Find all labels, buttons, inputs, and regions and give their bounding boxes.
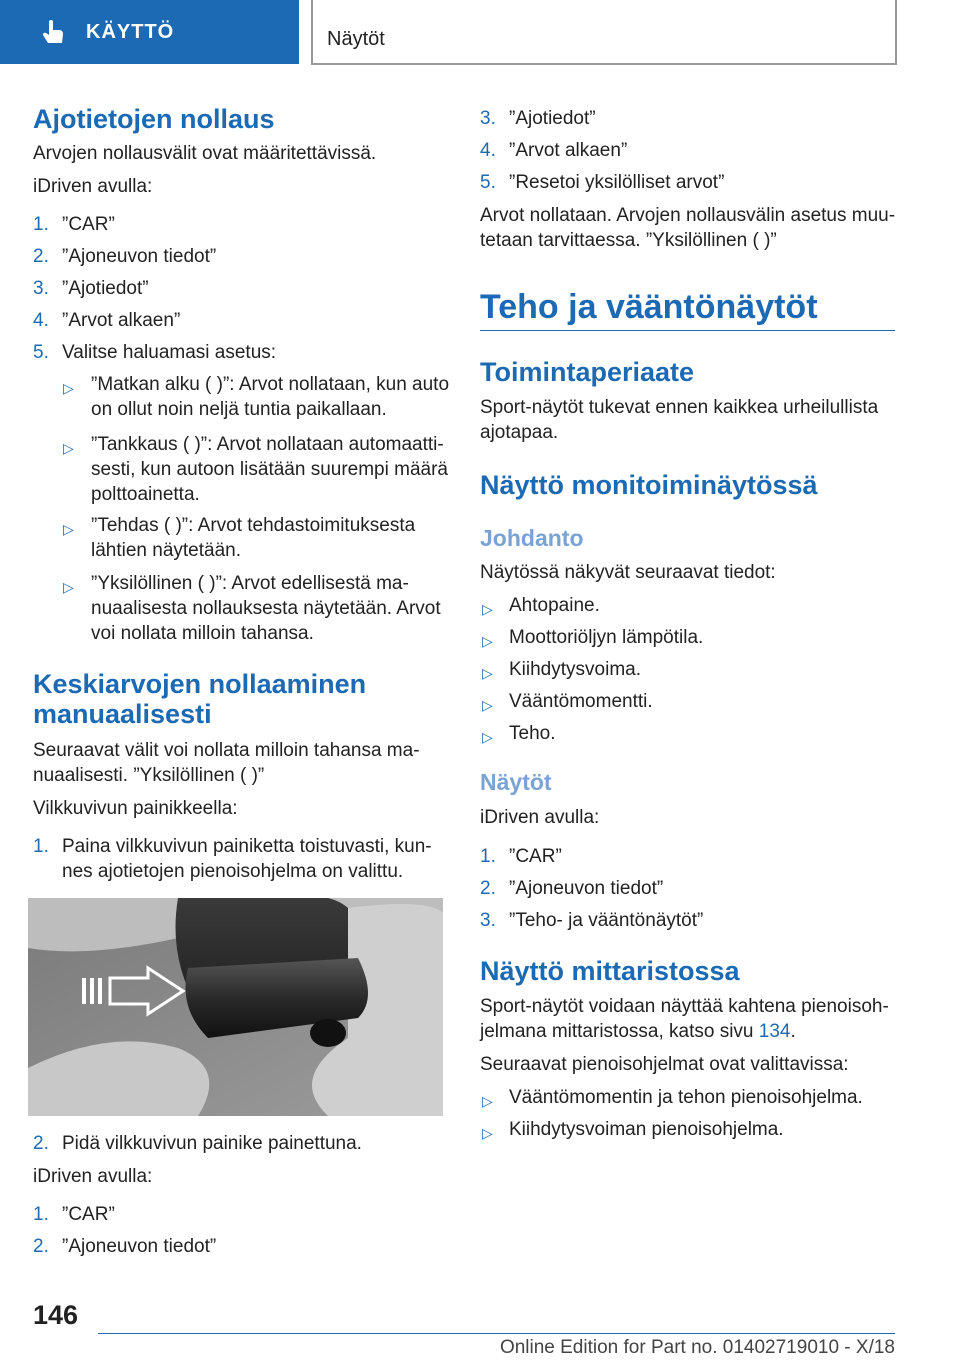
turn-signal-lever-photo bbox=[28, 898, 443, 1116]
triangle-bullet-icon: ▷ bbox=[482, 633, 493, 649]
heading-manual: Keskiarvojen nollaaminen bbox=[33, 669, 367, 699]
page-header bbox=[0, 0, 960, 66]
section-label: KÄYTTÖ bbox=[86, 20, 175, 43]
paragraph: iDriven avulla: bbox=[33, 1166, 153, 1187]
edition-note: Online Edition for Part no. 01402719010 - X/18 bbox=[499, 1337, 895, 1358]
paragraph: Sport‑näytöt voidaan näyttää kahtena pienoisoh‑ bbox=[480, 996, 889, 1017]
heading-reset: Ajotietojen nollaus bbox=[33, 104, 275, 134]
heading-multi: Näyttö monitoiminäytössä bbox=[480, 470, 818, 500]
heading-main: Teho ja vääntönäytöt bbox=[480, 288, 818, 326]
paragraph: iDriven avulla: bbox=[480, 807, 600, 828]
triangle-bullet-icon: ▷ bbox=[482, 665, 493, 681]
triangle-bullet-icon: ▷ bbox=[63, 521, 74, 537]
triangle-bullet-icon: ▷ bbox=[63, 579, 74, 595]
topic-box bbox=[311, 0, 897, 65]
paragraph: Seuraavat pienoisohjelmat ovat valittavissa: bbox=[480, 1054, 849, 1075]
paragraph: Näytössä näkyvät seuraavat tiedot: bbox=[480, 562, 776, 583]
triangle-bullet-icon: ▷ bbox=[482, 1125, 493, 1141]
triangle-bullet-icon: ▷ bbox=[482, 601, 493, 617]
hand-pointer-icon bbox=[40, 19, 66, 45]
paragraph: Arvojen nollausvälit ovat määritettävissä. bbox=[33, 143, 377, 164]
triangle-bullet-icon: ▷ bbox=[63, 440, 74, 456]
heading-manual-cont: manuaalisesti bbox=[33, 699, 212, 729]
paragraph: iDriven avulla: bbox=[33, 176, 153, 197]
topic-label: Näytöt bbox=[327, 28, 385, 50]
paragraph: Seuraavat välit voi nollata milloin tahansa ma‑ bbox=[33, 740, 420, 761]
triangle-bullet-icon: ▷ bbox=[63, 380, 74, 396]
page-link[interactable]: 134 bbox=[758, 1021, 791, 1042]
triangle-bullet-icon: ▷ bbox=[482, 729, 493, 745]
heading-intro: Johdanto bbox=[480, 525, 584, 551]
triangle-bullet-icon: ▷ bbox=[482, 1093, 493, 1109]
heading-displays: Näytöt bbox=[480, 769, 552, 795]
paragraph: Arvot nollataan. Arvojen nollausvälin asetus muu‑ bbox=[480, 205, 896, 226]
heading-cluster: Näyttö mittaristossa bbox=[480, 956, 740, 986]
triangle-bullet-icon: ▷ bbox=[482, 697, 493, 713]
paragraph: jelmana mittaristossa, katso sivu 134. bbox=[480, 1021, 796, 1042]
paragraph: Sport‑näytöt tukevat ennen kaikkea urheilullista bbox=[480, 397, 879, 418]
page-number: 146 bbox=[33, 1300, 79, 1330]
paragraph: ajotapaa. bbox=[480, 422, 559, 443]
paragraph: tetaan tarvittaessa. ”Yksilöllinen ( )” bbox=[480, 230, 777, 251]
paragraph: nuaalisesti. ”Yksilöllinen ( )” bbox=[33, 765, 265, 786]
footer-rule bbox=[98, 1333, 895, 1334]
paragraph: Vilkkuvivun painikkeella: bbox=[33, 798, 238, 819]
section-tab bbox=[0, 0, 299, 64]
heading-principle: Toimintaperiaate bbox=[480, 357, 695, 387]
heading-rule bbox=[480, 330, 895, 331]
